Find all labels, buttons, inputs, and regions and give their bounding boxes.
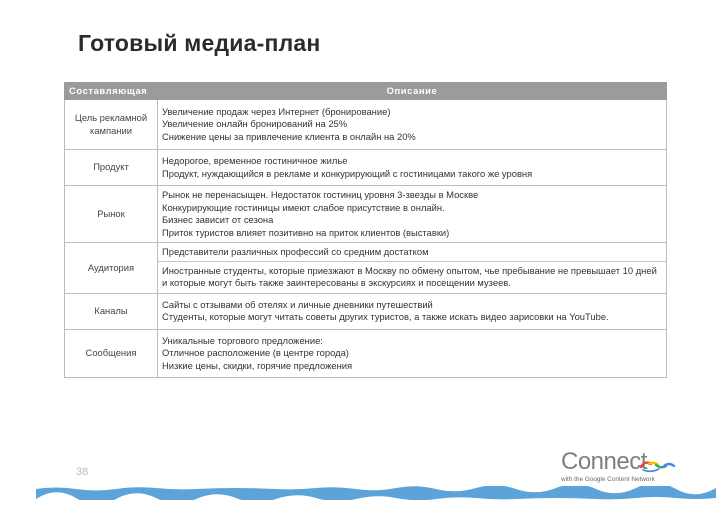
description-line: Представители различных профессий со средним достатком [162,246,429,257]
description-line: Бизнес зависит от сезона [162,214,274,225]
description-line: Студенты, которые могут читать советы других туристов, а также искать видео зарисовки на YouTube. [162,311,609,322]
description-line: Увеличение продаж через Интернет (бронирование) [162,105,391,117]
row-component: Рынок [65,186,158,243]
description-line: Снижение цены за привлечение клиента в онлайн на 20% [162,130,416,142]
description-line: Приток туристов влияет позитивно на приток клиентов (выставки) [162,226,450,238]
row-component: Каналы [65,293,158,329]
table-row [65,150,667,186]
description-line: Низкие цены, скидки, горячие предложения [162,359,353,371]
row-component: Аудитория [65,243,158,294]
table-row [65,293,667,329]
row-description [158,329,667,377]
description-line: Конкурирующие гостиницы имеют слабое присутствие в онлайн. [162,201,445,213]
connect-logo [561,448,681,486]
row-component: Цель рекламной кампании [65,100,158,150]
logo-word: Connect [561,448,647,475]
table-row [65,243,667,294]
description-line: Недорогое, временное гостиничное жилье [162,155,348,166]
table-row [65,329,667,377]
connect-logo-icon [639,458,679,474]
description-line: Рынок не перенасыщен. Недостаток гостиниц уровня 3-звезды в Москве [162,189,479,200]
media-plan-table [64,82,667,378]
description-line: Иностранные студенты, которые приезжают в Москву по обмену опытом, чье пребывание не превышает 10 дней и которые могут быть также заинтересованы в экскурсиях и посещении музеев. [158,261,666,290]
table-header-row [65,83,667,100]
header-component: Составляющая [65,83,158,100]
page-number: 38 [76,466,89,478]
row-description [158,186,667,243]
row-component: Сообщения [65,329,158,377]
description-line: Отличное расположение (в центре города) [162,347,349,358]
row-description [158,150,667,186]
description-line: Уникальные торгового предложение: [162,334,323,346]
row-component: Продукт [65,150,158,186]
row-description [158,243,667,294]
description-line: Сайты с отзывами об отелях и личные дневники путешествий [162,298,433,310]
row-description [158,293,667,329]
decorative-bottom-band [36,486,716,500]
description-line: Увеличение онлайн бронирований на 25% [162,118,348,130]
logo-subtitle: with the Google Content Network [561,476,655,483]
table-row [65,186,667,243]
table-row [65,100,667,150]
header-description: Описание [158,83,667,100]
row-description [158,100,667,150]
description-line: Продукт, нуждающийся в рекламе и конкурирующий с гостиницами такого же уровня [162,167,533,179]
slide-title: Готовый медиа-план [78,30,321,56]
